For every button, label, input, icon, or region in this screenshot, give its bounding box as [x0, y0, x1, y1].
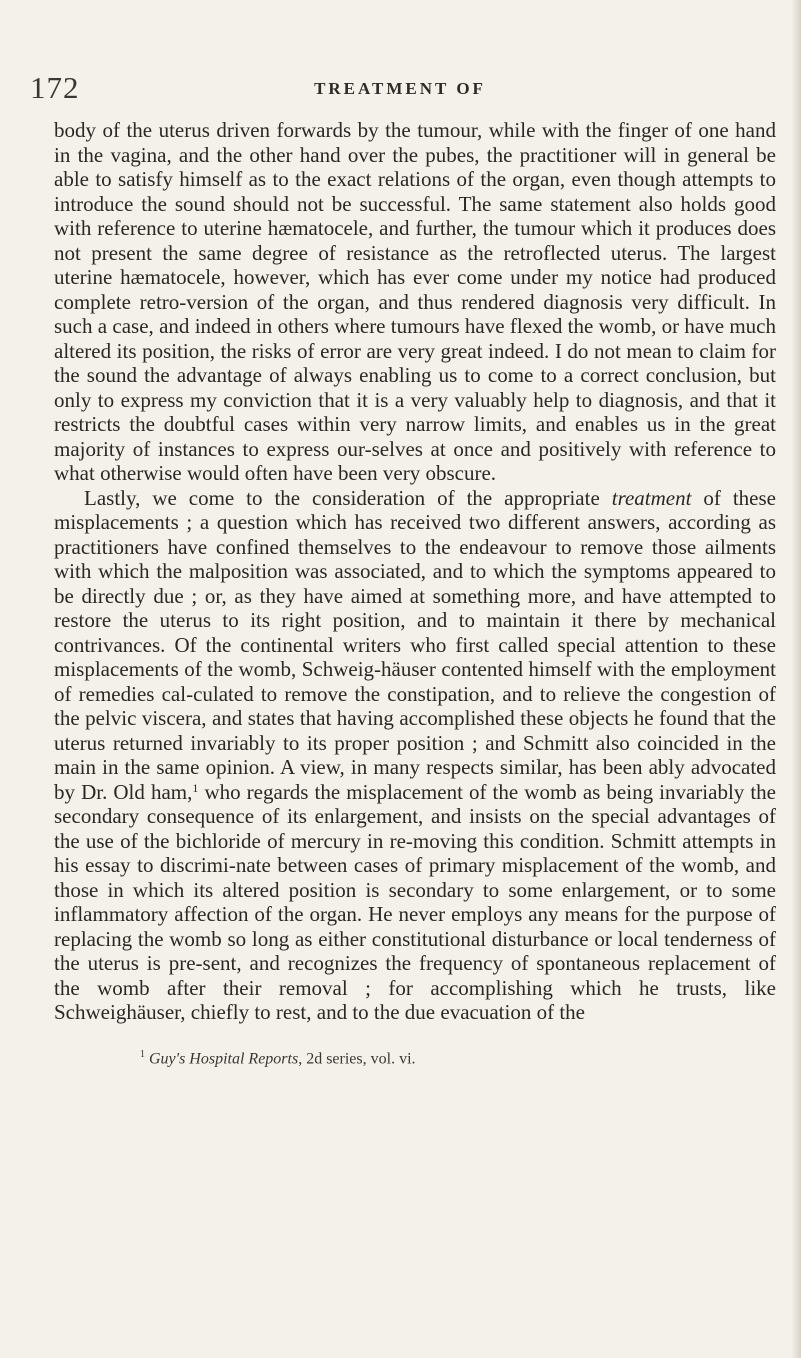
- footnote-marker: 1: [140, 1049, 145, 1060]
- footnote-detail: , 2d series, vol. vi.: [298, 1050, 416, 1068]
- footnote: [140, 1049, 780, 1068]
- paragraph-text-start: Lastly, we come to the consideration of the appropriate: [84, 485, 612, 510]
- footnote-source: Guy's Hospital Reports: [149, 1050, 299, 1068]
- paragraph-text-end: who regards the misplacement of the womb as being invariably the secondary consequence of its enlargement, and insists on the special advantages of the use of the bichloride of mercury in re-moving this condition. Schmitt attempts in his essay to discrimi-nate between cases of primary misplacement of the womb, and those in which its altered position is secondary to some enlargement, or to some inflammatory affection of the organ. He never employs any means for the purpose of replacing the womb so long as either constitutional disturbance or local tenderness of the uterus is pre-sent, and recognizes the frequency of spontaneous replacement of the womb after their removal ; for accomplishing which he trusts, like Schweighäuser, chiefly to rest, and to the due evacuation of the: [54, 779, 777, 1024]
- footnote-reference: 1: [192, 780, 199, 795]
- paragraph-text-middle: of these misplacements ; a question which has received two different answers, according as practitioners have confined themselves to the endeavour to remove those ailments with which the malposition was associated, and to which the symptoms appeared to be directly due ; or, as they have aimed at something more, and have attempted to restore the uterus to its right position, and to maintain it there by mechanical contrivances. Of the continental writers who first called special attention to these misplacements of the womb, Schweig-häuser contented himself with the employment of remedies cal-culated to remove the constipation, and to relieve the congestion of the pelvic viscera, and states that having accomplished these objects he found that the uterus returned invariably to its proper position ; and Schmitt also coincided in the main in the same opinion. A view, in many respects similar, has been ably advocated by Dr. Old ham,: [54, 485, 776, 804]
- paragraph-continued: body of the uterus driven forwards by the tumour, while with the finger of one hand in the vagina, and the other hand over the pubes, the practitioner will in general be able to satisfy himself as to the exact relations of the organ, even though attempts to introduce the sound should not be successful. The same statement also holds good with reference to uterine hæmatocele, and further, the tumour which it produces does not present the same degree of resistance as the retroflected uterus. The largest uterine hæmatocele, however, which has ever come under my notice had produced complete retro-version of the organ, and thus rendered diagnosis very difficult. In such a case, and indeed in others where tumours have flexed the womb, or have much altered its position, the risks of error are very great indeed. I do not mean to claim for the sound the advantage of always enabling us to come to a correct conclusion, but only to express my conviction that it is a very valuably help to diagnosis, and that it restricts the doubtful cases within very narrow limits, and enables us in the great majority of instances to express our-selves at once and positively with reference to what otherwise would often have been very obscure.: [54, 118, 776, 485]
- running-head: TREATMENT OF: [314, 79, 486, 98]
- paragraph-treatment: [54, 486, 776, 1025]
- page-number: 172: [30, 70, 80, 105]
- page-edge-shadow: [791, 0, 801, 1358]
- emphasis-treatment: treatment: [611, 485, 692, 510]
- body-text: [54, 118, 776, 1025]
- page-header: [30, 70, 730, 110]
